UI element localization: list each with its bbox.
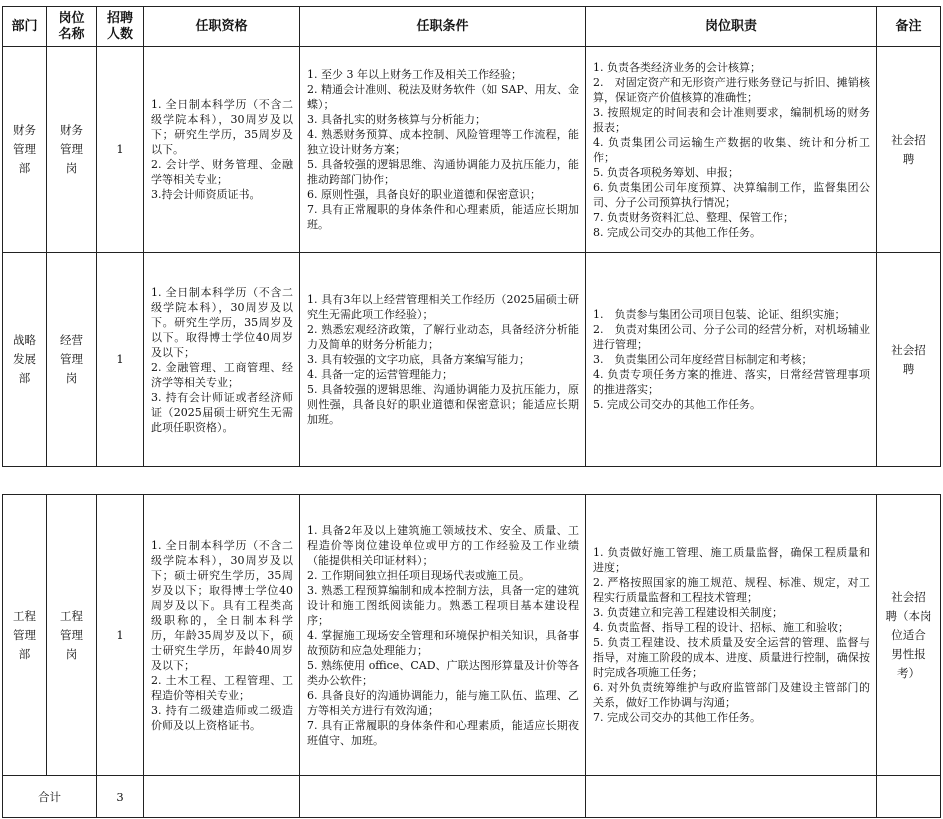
header-dept: 部门 [3,7,47,47]
recruitment-table-bottom [2,494,941,818]
header-conditions: 任职条件 [300,7,586,47]
total-row [3,776,941,818]
header-count: 招聘 人数 [97,7,144,47]
qualifications-cell: 1. 全日制本科学历（不含二级学院本科），30周岁及以下；硕士研究生学历，35周岁及以下；取得博士学位40周岁及以下。具有工程类高级职称的，全日制本科学历，年龄35周岁及以下，硕士研究生学历，年龄40周岁及以下； 2. 土木工程、工程管理、工程造价等相关专业； 3. 持有二级建造师或二级造价师及以上资格证书。 [144,495,300,776]
recruitment-table-top [2,6,941,467]
empty-cell [144,776,300,818]
count-cell: 1 [97,495,144,776]
total-count: 3 [97,776,144,818]
post-cell: 财务 管理 岗 [47,47,97,253]
table-row [3,495,941,776]
conditions-cell: 1. 至少 3 年以上财务工作及相关工作经验； 2. 精通会计准则、税法及财务软件（如 SAP、用友、金蝶）； 3. 具备扎实的财务核算与分析能力； 4. 熟悉财务预算、成本控制、风险管理等工作流程，能独立设计财务方案； 5. 具备较强的逻辑思维、沟通协调能力及抗压能力，能推动跨部门协作； 6. 原则性强，具备良好的职业道德和保密意识； 7. 具有正常履职的身体条件和心理素质，能适应长期加班。 [300,47,586,253]
post-cell: 经营 管理 岗 [47,253,97,467]
header-duties: 岗位职责 [586,7,877,47]
dept-cell: 战略 发展 部 [3,253,47,467]
duties-cell: 1. 负责各类经济业务的会计核算； 2. 对固定资产和无形资产进行账务登记与折旧、摊销核算，保证资产价值核算的准确性； 3. 按照规定的时间表和会计准则要求，编制机场的财务报表； 4. 负责集团公司运输生产数据的收集、统计和分析工作； 5. 负责各项税务筹划、申报； 6. 负责集团公司年度预算、决算编制工作，监督集团公司、分子公司预算执行情况； 7. 负责财务资料汇总、整理、保管工作； 8. 完成公司交办的其他工作任务。 [586,47,877,253]
remarks-cell: 社会招 聘 [877,253,941,467]
table-row [3,47,941,253]
conditions-cell: 1. 具备2年及以上建筑施工领域技术、安全、质量、工程造价等岗位建设单位或甲方的工作经验及工作业绩（能提供相关印证材料）； 2. 工作期间独立担任项目现场代表或施工员。 3. 熟悉工程预算编制和成本控制方法，具备一定的建筑设计和施工图纸阅读能力。熟悉工程项目基本建设程序； 4. 掌握施工现场安全管理和环境保护相关知识，具备事故预防和应急处理能力； 5. 熟练使用 office、CAD、广联达图形算量及计价等各类办公软件； 6. 具备良好的沟通协调能力，能与施工队伍、监理、乙方等相关方进行有效沟通； 7. 具有正常履职的身体条件和心理素质，能适应长期夜班值守、加班。 [300,495,586,776]
header-post: 岗位 名称 [47,7,97,47]
dept-cell: 财务 管理 部 [3,47,47,253]
header-qualifications: 任职资格 [144,7,300,47]
duties-cell: 1. 负责做好施工管理、施工质量监督，确保工程质量和进度； 2. 严格按照国家的施工规范、规程、标准、规定，对工程实行质量监督和工程技术管理； 3. 负责建立和完善工程建设相关制度； 4. 负责监督、指导工程的设计、招标、施工和验收； 5. 负责工程建设、技术质量及安全运营的管理、监督与指导，对施工阶段的成本、进度、质量进行控制，确保按时完成各项施工任务； 6. 对外负责统筹维护与政府监管部门及建设主管部门的关系，做好工作协调与沟通； 7. 完成公司交办的其他工作任务。 [586,495,877,776]
duties-cell: 1. 负责参与集团公司项目包装、论证、组织实施； 2. 负责对集团公司、分子公司的经营分析，对机场辅业进行管理； 3. 负责集团公司年度经营目标制定和考核； 4. 负责专项任务方案的推进、落实，日常经营管理事项的推进落实； 5. 完成公司交办的其他工作任务。 [586,253,877,467]
conditions-cell: 1. 具有3年以上经营管理相关工作经历（2025届硕士研究生无需此项工作经验）； 2. 熟悉宏观经济政策，了解行业动态，具备经济分析能力及简单的财务分析能力； 3. 具有较强的文字功底，具备方案编写能力； 4. 具备一定的运营管理能力； 5. 具备较强的逻辑思维、沟通协调能力及抗压能力，原则性强，具备良好的职业道德和保密意识；能适应长期加班。 [300,253,586,467]
total-label: 合计 [3,776,97,818]
post-cell: 工程 管理 岗 [47,495,97,776]
qualifications-cell: 1. 全日制本科学历（不含二级学院本科），30周岁及以下。研究生学历，35周岁及以下。取得博士学位40周岁及以下； 2. 金融管理、工商管理、经济学等相关专业； 3. 持有会计师证或者经济师证（2025届硕士研究生无需此项任职资格）。 [144,253,300,467]
dept-cell: 工程 管理 部 [3,495,47,776]
qualifications-cell: 1. 全日制本科学历（不含二级学院本科），30周岁及以下；研究生学历，35周岁及以下。 2. 会计学、财务管理、金融学等相关专业； 3.持会计师资质证书。 [144,47,300,253]
remarks-cell: 社会招 聘（本岗 位适合 男性报 考） [877,495,941,776]
count-cell: 1 [97,47,144,253]
header-remarks: 备注 [877,7,941,47]
empty-cell [300,776,586,818]
remarks-cell: 社会招 聘 [877,47,941,253]
count-cell: 1 [97,253,144,467]
table-row [3,253,941,467]
empty-cell [877,776,941,818]
empty-cell [586,776,877,818]
